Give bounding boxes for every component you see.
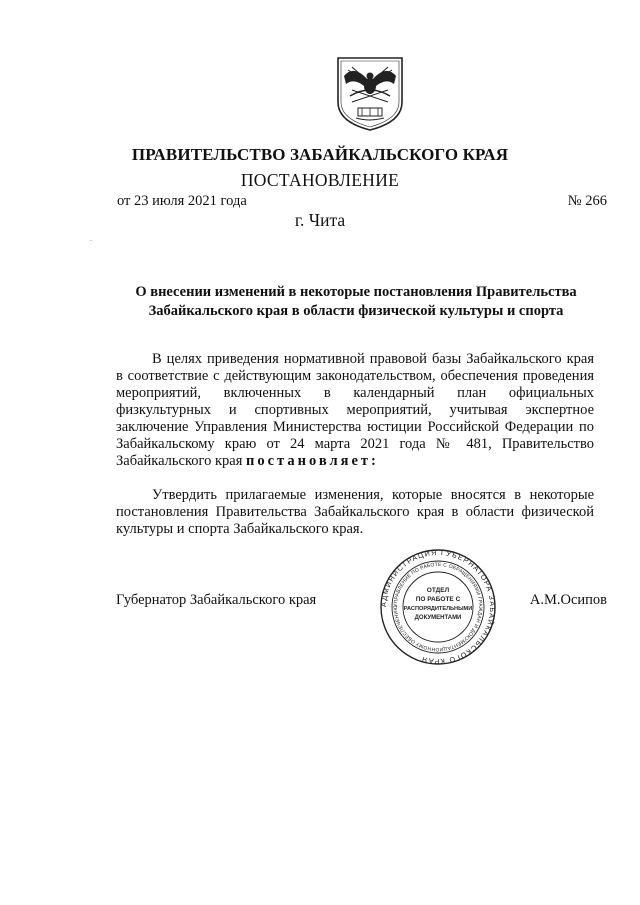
preamble-text: В целях приведения нормативной правовой базы Забайкальского края в соответствие с действующим законодательством, обеспечения проведения мероприятий, включенных в календарный план официальных физкультурных и спортивных мероприятий, учитывая экспертное заключение Управления Министерства юстиции Российской Федерации по Забайкальскому краю от 24 марта 2021 года № 481, Правительство Забайкальского края	[116, 351, 594, 469]
stamp-outer-text: АДМИНИСТРАЦИЯ ГУБЕРНАТОРА ЗАБАЙКАЛЬСКОГО КРАЯ	[378, 549, 498, 665]
document-date: от 23 июля 2021 года	[117, 193, 247, 209]
official-stamp-icon	[372, 549, 504, 665]
paragraph-preamble	[116, 351, 594, 470]
signer-name: А.М.Осипов	[529, 592, 607, 608]
city-name: г. Чита	[294, 210, 346, 230]
stamp-inner-text: УПРАВЛЕНИЕ ПО РАБОТЕ С ОБРАЩЕНИЯМИ ГРАЖДАН И ДОКУМЕНТАЦИОННОМУ ОБЕСПЕЧЕНИЮ	[392, 561, 484, 653]
stamp-center-line-1: ОТДЕЛ	[426, 587, 450, 594]
stamp-center-line-3: РАСПОРЯДИТЕЛЬНЫМИ	[403, 606, 473, 612]
coat-of-arms-icon	[330, 56, 410, 132]
document-type: ПОСТАНОВЛЕНИЕ	[240, 170, 400, 190]
document-subject: О внесении изменений в некоторые постановления Правительства Забайкальского края в области физической культуры и спорта	[135, 284, 577, 319]
scan-artifact	[90, 240, 92, 241]
stamp-center-line-4: ДОКУМЕНТАМИ	[414, 615, 462, 621]
signer-position: Губернатор Забайкальского края	[116, 592, 317, 608]
stamp-center-line-2: ПО РАБОТЕ С	[415, 596, 461, 603]
paragraph-decision: Утвердить прилагаемые изменения, которые вносятся в некоторые постановления Правительства Забайкальского края в области физической культуры и спорта Забайкальского края.	[116, 487, 594, 537]
decree-word: постановляет:	[246, 453, 379, 469]
government-title: ПРАВИТЕЛЬСТВО ЗАБАЙКАЛЬСКОГО КРАЯ	[131, 145, 509, 164]
document-number: № 266	[567, 193, 607, 209]
